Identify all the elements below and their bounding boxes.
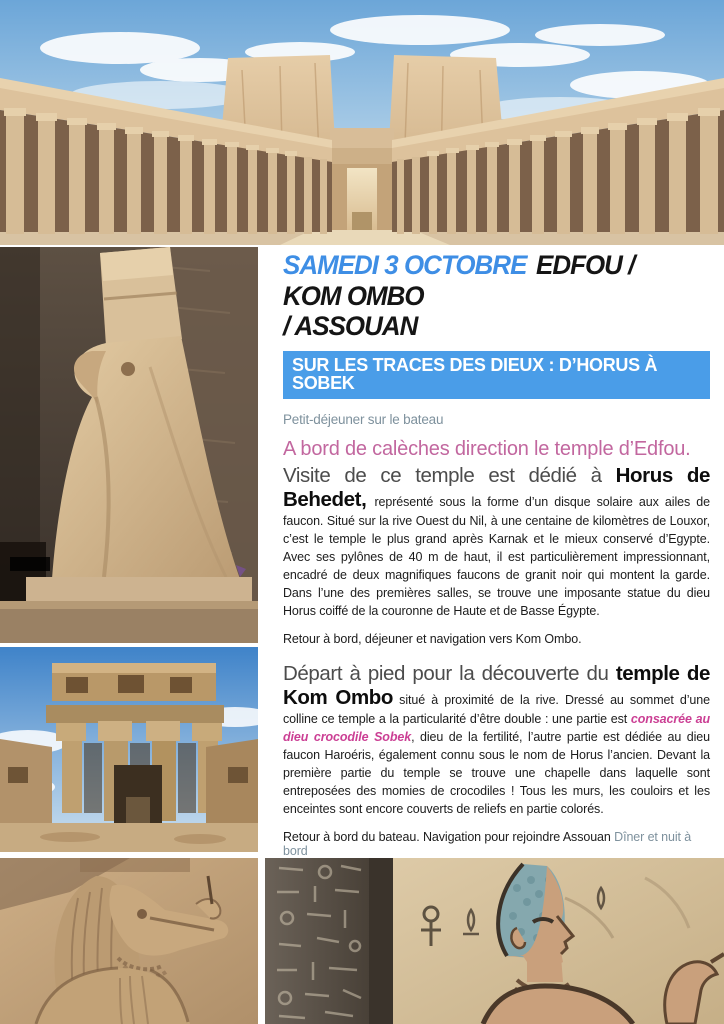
assouan-return-note bbox=[283, 830, 710, 858]
komombo-intro-bold: temple de Kom Ombo bbox=[283, 662, 711, 710]
edfou-courtyard-photo bbox=[0, 0, 724, 245]
edfou-paragraph bbox=[283, 464, 710, 620]
edfou-pink-heading: A bord de calèches direction le temple d’Edfou. bbox=[283, 438, 691, 461]
banner-row bbox=[283, 342, 710, 400]
komombo-paragraph bbox=[283, 662, 710, 818]
edfou-return-note: Retour à bord, déjeuner et navigation vers Kom Ombo. bbox=[283, 632, 582, 647]
dinner-note: Dîner et nuit à bord bbox=[283, 830, 692, 859]
edfou-intro-bold: Horus de Behedet, bbox=[283, 464, 710, 512]
itinerary-content bbox=[283, 250, 710, 858]
edfou-body-text: représenté sous la forme d’un disque solaire aux ailes de faucon. Situé sur la rive Ouest du Nil, à une centaine de kilomètres de Louxor, c’est le temple le plus grand après Karnak et le mieux conservé d’Egypte. Avec ses pylônes de 40 m de haut, il est particulièrement impressionnant, encadré de deux magnifiques faucons de granit noir qui montent la garde. Dans l’une des premières salles, se trouve une imposante statue du dieu Horus coiffé de la couronne de Haute et de Basse Égypte. bbox=[283, 495, 710, 619]
komombo-intro-light: Départ à pied pour la découverte du bbox=[283, 662, 616, 686]
theme-banner: SUR LES TRACES DES DIEUX : D’HORUS À SOBEK bbox=[283, 351, 710, 400]
horus-falcon-photo bbox=[0, 247, 258, 643]
komombo-pink-italic: consacrée au dieu crocodile Sobek bbox=[283, 712, 710, 745]
breakfast-note: Petit-déjeuner sur le bateau bbox=[283, 412, 444, 428]
horus-falcon-illustration bbox=[0, 247, 258, 643]
edfou-courtyard-illustration bbox=[0, 0, 724, 245]
pharaoh-relief-illustration bbox=[265, 858, 724, 1024]
sobek-relief-illustration bbox=[0, 858, 258, 1024]
kom-ombo-temple-photo bbox=[0, 647, 258, 852]
day-destinations-line2: / ASSOUAN bbox=[283, 311, 418, 341]
edfou-intro-light: Visite de ce temple est dédié à bbox=[283, 464, 616, 488]
komombo-body-b: , dieu de la fertilité, l’autre partie est dédiée au dieu faucon Haroéris, également connu sous le nom de Horus l’ancien. Devant la première partie du temple se trouve une chapelle dans laquelle sont entreposées des momies de crocodiles ! Tous les murs, les couloirs et les enceintes sont encore couverts de reliefs en partie colorés. bbox=[283, 730, 710, 817]
komombo-body-a: situé à proximité de la rive. Dressé au sommet d’une colline ce temple a la particularité d’être double : une partie est bbox=[283, 693, 710, 727]
assouan-note-main: Retour à bord du bateau. Navigation pour rejoindre Assouan bbox=[283, 830, 615, 845]
day-date: SAMEDI 3 OCTOBRE bbox=[283, 250, 527, 280]
pharaoh-relief-photo bbox=[265, 858, 724, 1024]
day-destinations-line1: EDFOU / KOM OMBO bbox=[283, 250, 635, 311]
sobek-relief-photo bbox=[0, 858, 258, 1024]
day-headline bbox=[283, 250, 693, 342]
kom-ombo-temple-illustration bbox=[0, 647, 258, 852]
